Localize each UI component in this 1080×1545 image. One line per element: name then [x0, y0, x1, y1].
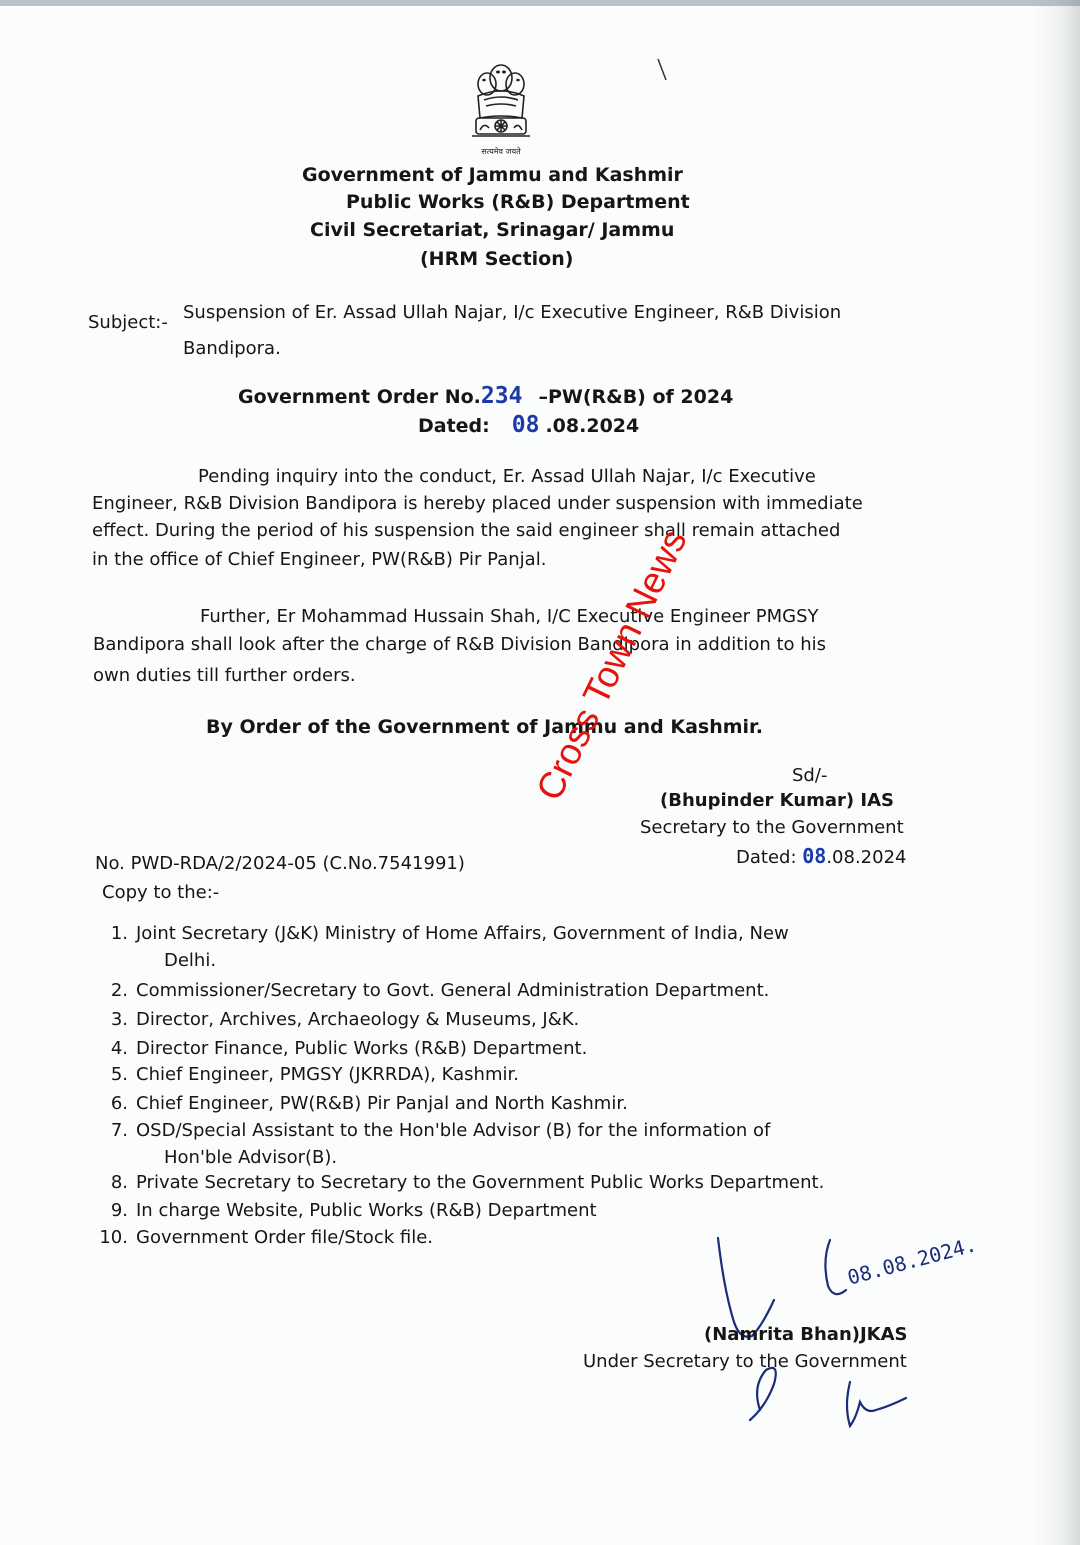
copy-item-text: Director Finance, Public Works (R&B) Department.: [136, 1038, 588, 1059]
copy-list-item: [98, 1064, 519, 1085]
copy-to-label: Copy to the:-: [102, 882, 220, 903]
subject-label: Subject:-: [88, 312, 168, 333]
signatory1-designation: Secretary to the Government: [640, 817, 904, 838]
header-department: Public Works (R&B) Department: [346, 191, 690, 213]
order-number-prefix: Government Order No.: [238, 386, 481, 408]
closing-line: By Order of the Government of Jammu and Kashmir.: [206, 716, 763, 738]
copy-item-number: 8.: [110, 1172, 128, 1193]
header-secretariat: Civil Secretariat, Srinagar/ Jammu: [310, 219, 675, 241]
signatory1-sd: Sd/-: [792, 765, 828, 786]
copy-list-item: [98, 923, 789, 944]
copy-item-text: Chief Engineer, PW(R&B) Pir Panjal and North Kashmir.: [136, 1093, 628, 1114]
copy-item-text: Commissioner/Secretary to Govt. General Administration Department.: [136, 980, 770, 1001]
signatory1-date-line: [736, 844, 906, 868]
copy-list-item: [98, 1172, 824, 1193]
handwritten-date: 08.08.2024.: [844, 1232, 980, 1290]
signatory1-dated-rest: .08.2024: [826, 847, 907, 868]
emblem-motto: सत्यमेव जयते: [481, 147, 521, 156]
order-dated-day-handwritten: 08: [511, 412, 540, 438]
copy-item-text: OSD/Special Assistant to the Hon'ble Advisor (B) for the information of: [136, 1120, 771, 1141]
copy-item-number: 9.: [110, 1200, 128, 1221]
order-number-line: [238, 383, 733, 409]
reference-number: No. PWD-RDA/2/2024-05 (C.No.7541991): [95, 853, 465, 874]
order-number-suffix: –PW(R&B) of 2024: [538, 386, 734, 408]
signatory2-name: (Namrita Bhan)JKAS: [704, 1324, 908, 1345]
copy-item-text: Private Secretary to Secretary to the Government Public Works Department.: [136, 1172, 825, 1193]
scan-top-edge: [0, 0, 1080, 6]
copy-item-text: Director, Archives, Archaeology & Museums, J&K.: [136, 1009, 580, 1030]
copy-item-number: 1.: [110, 923, 128, 944]
copy-list-item-continuation: Hon'ble Advisor(B).: [164, 1147, 338, 1168]
watermark: Cross Town News: [528, 523, 695, 807]
copy-item-number: 7.: [110, 1120, 128, 1141]
national-emblem-icon: [462, 56, 540, 162]
para1-line-1: Pending inquiry into the conduct, Er. Assad Ullah Najar, I/c Executive: [198, 466, 816, 487]
signatory1-dated-day-handwritten: 08: [802, 844, 827, 868]
copy-item-number: 2.: [110, 980, 128, 1001]
copy-list-item: [98, 1009, 579, 1030]
copy-item-text: Joint Secretary (J&K) Ministry of Home Affairs, Government of India, New: [136, 923, 789, 944]
subject-line-1: Suspension of Er. Assad Ullah Najar, I/c Executive Engineer, R&B Division: [183, 302, 842, 323]
para2-line-1: Further, Er Mohammad Hussain Shah, I/C Executive Engineer PMGSY: [200, 606, 819, 627]
copy-list-item: [98, 980, 769, 1001]
order-dated-label: Dated:: [418, 415, 490, 437]
copy-list-item-continuation: Delhi.: [164, 950, 217, 971]
order-date-line: [418, 412, 639, 438]
copy-list-item: [98, 1200, 597, 1221]
pen-mark: [656, 58, 670, 82]
copy-item-number: 6.: [110, 1093, 128, 1114]
copy-item-number: 10.: [99, 1227, 128, 1248]
copy-item-text: Government Order file/Stock file.: [136, 1227, 433, 1248]
copy-list-item: [98, 1227, 433, 1248]
copy-item-text: Chief Engineer, PMGSY (JKRRDA), Kashmir.: [136, 1064, 519, 1085]
para1-line-3: effect. During the period of his suspension the said engineer shall remain attached: [92, 520, 841, 541]
header-section: (HRM Section): [420, 248, 574, 270]
para2-line-3: own duties till further orders.: [93, 665, 356, 686]
copy-list-item: [98, 1038, 587, 1059]
copy-item-number: 5.: [110, 1064, 128, 1085]
copy-item-text: In charge Website, Public Works (R&B) Department: [136, 1200, 597, 1221]
para2-line-2: Bandipora shall look after the charge of R&B Division Bandipora in addition to his: [93, 634, 827, 655]
order-number-handwritten: 234: [480, 383, 523, 409]
order-dated-rest: .08.2024: [545, 415, 640, 437]
copy-list-item: [98, 1120, 770, 1141]
signatory1-dated-label: Dated:: [736, 847, 803, 868]
copy-item-number: 4.: [110, 1038, 128, 1059]
header-government: Government of Jammu and Kashmir: [302, 164, 683, 186]
para1-line-2: Engineer, R&B Division Bandipora is hereby placed under suspension with immediate: [92, 493, 863, 514]
copy-list-item: [98, 1093, 628, 1114]
signatory1-name: (Bhupinder Kumar) IAS: [660, 790, 894, 811]
copy-item-number: 3.: [110, 1009, 128, 1030]
scan-right-shadow: [1034, 0, 1080, 1545]
para1-line-4: in the office of Chief Engineer, PW(R&B) Pir Panjal.: [92, 549, 547, 570]
subject-line-2: Bandipora.: [183, 338, 281, 359]
signatory2-designation: Under Secretary to the Government: [583, 1351, 907, 1372]
